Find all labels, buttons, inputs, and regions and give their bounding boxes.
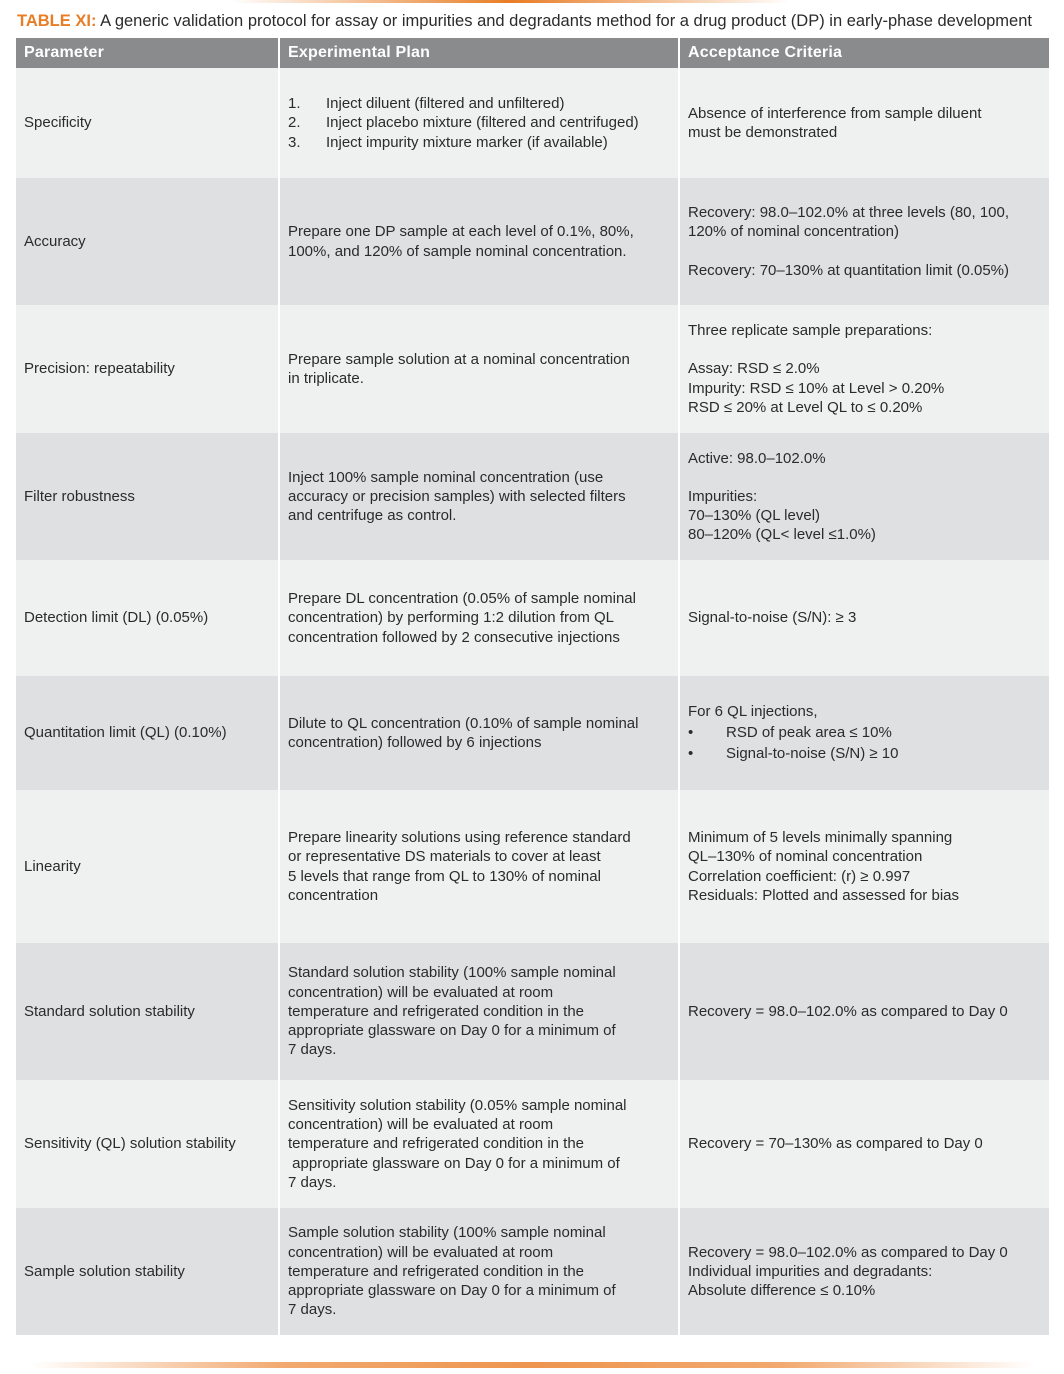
criteria-line: Impurity: RSD ≤ 10% at Level > 0.20%: [688, 379, 945, 397]
criteria-bullet-list: [688, 722, 1041, 764]
criteria-cell: [679, 943, 1049, 1080]
criteria-line: Recovery = 98.0–102.0% as compared to Day 0: [688, 1243, 1008, 1261]
list-item-text: RSD of peak area ≤ 10%: [726, 723, 892, 741]
parameter-cell: [16, 1080, 279, 1208]
criteria-line: Individual impurities and degradants:: [688, 1262, 933, 1280]
column-header-experimental-plan: Experimental Plan: [279, 38, 679, 68]
criteria-line: Minimum of 5 levels minimally spanning: [688, 829, 953, 847]
criteria-line: Correlation coefficient: (r) ≥ 0.997: [688, 867, 911, 885]
plan-cell: [279, 178, 679, 305]
column-header-parameter: Parameter: [16, 38, 279, 68]
table-row: [16, 943, 1049, 1080]
table-row: [16, 1080, 1049, 1208]
criteria-line: Three replicate sample preparations:: [688, 322, 933, 340]
criteria-line: Assay: RSD ≤ 2.0%: [688, 360, 820, 378]
plan-line: in triplicate.: [288, 370, 364, 387]
criteria-cell: [679, 560, 1049, 676]
column-header-acceptance-criteria: Acceptance Criteria: [679, 38, 1049, 68]
plan-numbered-list: [288, 94, 670, 152]
parameter-cell: [16, 1208, 279, 1335]
plan-line: concentration) will be evaluated at room: [288, 983, 554, 1001]
plan-line: appropriate glassware on Day 0 for a minimum of: [288, 1022, 616, 1040]
table-row: [16, 305, 1049, 433]
parameter-label: Linearity: [24, 857, 81, 875]
table-row: [16, 560, 1049, 676]
plan-cell: [279, 68, 679, 178]
criteria-line: Absolute difference ≤ 0.10%: [688, 1282, 876, 1300]
criteria-line: Active: 98.0–102.0%: [688, 449, 826, 467]
criteria-line: 80–120% (QL< level ≤1.0%): [688, 526, 876, 544]
criteria-line: Recovery: 70–130% at quantitation limit (0.05%): [688, 261, 1010, 279]
plan-cell: [279, 1208, 679, 1335]
list-marker: 3.: [288, 133, 301, 151]
criteria-line: Residuals: Plotted and assessed for bias: [688, 886, 959, 904]
plan-line: appropriate glassware on Day 0 for a minimum of: [288, 1154, 620, 1172]
plan-line: temperature and refrigerated condition in the: [288, 1002, 585, 1020]
plan-line: temperature and refrigerated condition in the: [288, 1135, 585, 1153]
plan-line: Prepare DL concentration (0.05% of sample nominal: [288, 590, 636, 608]
table-row: [16, 433, 1049, 560]
plan-line: concentration) followed by 6 injections: [288, 734, 542, 751]
plan-cell: [279, 790, 679, 943]
table-row: [16, 68, 1049, 178]
criteria-line: must be demonstrated: [688, 124, 838, 141]
plan-line: 7 days.: [288, 1301, 337, 1319]
list-item: [288, 94, 670, 113]
plan-line: accuracy or precision samples) with selected filters: [288, 487, 626, 505]
list-item: [688, 722, 1041, 743]
list-item: [688, 743, 1041, 764]
plan-line: Sensitivity solution stability (0.05% sample nominal: [288, 1096, 627, 1114]
criteria-line: Signal-to-noise (S/N): ≥ 3: [688, 609, 857, 627]
parameter-cell: [16, 943, 279, 1080]
table-row: [16, 1208, 1049, 1335]
parameter-cell: [16, 790, 279, 943]
top-accent-rule: [230, 0, 790, 3]
plan-line: temperature and refrigerated condition in the: [288, 1262, 585, 1280]
criteria-cell: [679, 1080, 1049, 1208]
list-marker: 1.: [288, 95, 301, 113]
list-marker: 2.: [288, 114, 301, 132]
plan-cell: [279, 305, 679, 433]
parameter-label: Sensitivity (QL) solution stability: [24, 1135, 236, 1153]
caption-text: A generic validation protocol for assay or impurities and degradants method for a drug product (DP) in early-phase development: [100, 12, 1032, 30]
plan-line: 100%, and 120% of sample nominal concentration.: [288, 242, 627, 260]
plan-line: and centrifuge as control.: [288, 507, 457, 525]
criteria-line: Recovery = 70–130% as compared to Day 0: [688, 1135, 983, 1153]
parameter-cell: [16, 433, 279, 560]
plan-line: Prepare linearity solutions using reference standard: [288, 829, 631, 847]
plan-line: appropriate glassware on Day 0 for a minimum of: [288, 1282, 616, 1300]
table-caption: [17, 10, 1057, 32]
caption-label: TABLE XI:: [17, 12, 97, 30]
parameter-label: Specificity: [24, 114, 92, 132]
criteria-line: 120% of nominal concentration): [688, 223, 899, 241]
criteria-line: 70–130% (QL level): [688, 507, 821, 524]
parameter-label: Quantitation limit (QL) (0.10%): [24, 724, 227, 742]
plan-line: Prepare sample solution at a nominal concentration: [288, 350, 630, 368]
plan-line: 5 levels that range from QL to 130% of nominal: [288, 867, 601, 885]
criteria-line: RSD ≤ 20% at Level QL to ≤ 0.20%: [688, 398, 923, 416]
criteria-line: QL–130% of nominal concentration: [688, 848, 923, 866]
plan-cell: [279, 676, 679, 790]
plan-line: concentration followed by 2 consecutive injections: [288, 628, 620, 646]
list-item-text: Signal-to-noise (S/N) ≥ 10: [726, 744, 899, 762]
parameter-label: Precision: repeatability: [24, 360, 175, 378]
parameter-cell: [16, 676, 279, 790]
list-item-text: Inject impurity mixture marker (if available): [326, 133, 608, 151]
parameter-label: Accuracy: [24, 232, 86, 250]
plan-line: concentration) by performing 1:2 dilution from QL: [288, 609, 614, 627]
criteria-cell: [679, 178, 1049, 305]
plan-line: or representative DS materials to cover at least: [288, 848, 601, 866]
plan-line: 7 days.: [288, 1041, 337, 1059]
criteria-cell: [679, 305, 1049, 433]
criteria-line: For 6 QL injections,: [688, 703, 818, 721]
list-item-text: Inject diluent (filtered and unfiltered): [326, 95, 565, 113]
parameter-label: Filter robustness: [24, 487, 135, 505]
plan-line: Standard solution stability (100% sample nominal: [288, 964, 616, 982]
bottom-accent-rule: [30, 1362, 1034, 1368]
plan-line: concentration: [288, 886, 379, 904]
criteria-cell: [679, 1208, 1049, 1335]
plan-cell: [279, 943, 679, 1080]
criteria-cell: [679, 433, 1049, 560]
bullet-marker: •: [688, 723, 694, 741]
criteria-cell: [679, 68, 1049, 178]
criteria-line: Impurities:: [688, 487, 758, 505]
header-row: [16, 38, 1049, 68]
criteria-line: Absence of interference from sample diluent: [688, 104, 982, 122]
parameter-cell: [16, 560, 279, 676]
parameter-cell: [16, 305, 279, 433]
plan-line: concentration) will be evaluated at room: [288, 1243, 554, 1261]
criteria-line: Recovery = 98.0–102.0% as compared to Day 0: [688, 1002, 1008, 1020]
plan-cell: [279, 1080, 679, 1208]
plan-line: Inject 100% sample nominal concentration (use: [288, 468, 604, 486]
table-row: [16, 790, 1049, 943]
plan-line: 7 days.: [288, 1173, 337, 1191]
validation-protocol-table: [16, 38, 1049, 1335]
bullet-marker: •: [688, 744, 694, 762]
parameter-cell: [16, 178, 279, 305]
criteria-cell: [679, 790, 1049, 943]
criteria-cell: [679, 676, 1049, 790]
criteria-line: Recovery: 98.0–102.0% at three levels (80, 100,: [688, 204, 1010, 222]
list-item-text: Inject placebo mixture (filtered and centrifuged): [326, 114, 639, 132]
parameter-cell: [16, 68, 279, 178]
plan-cell: [279, 433, 679, 560]
plan-line: concentration) will be evaluated at room: [288, 1116, 554, 1134]
plan-line: Sample solution stability (100% sample nominal: [288, 1224, 606, 1242]
parameter-label: Sample solution stability: [24, 1262, 185, 1280]
plan-line: Dilute to QL concentration (0.10% of sample nominal: [288, 714, 639, 732]
list-item: [288, 133, 670, 152]
parameter-label: Standard solution stability: [24, 1002, 195, 1020]
parameter-label: Detection limit (DL) (0.05%): [24, 609, 209, 627]
plan-cell: [279, 560, 679, 676]
table-row: [16, 178, 1049, 305]
list-item: [288, 113, 670, 132]
table-row: [16, 676, 1049, 790]
plan-line: Prepare one DP sample at each level of 0.1%, 80%,: [288, 223, 634, 241]
